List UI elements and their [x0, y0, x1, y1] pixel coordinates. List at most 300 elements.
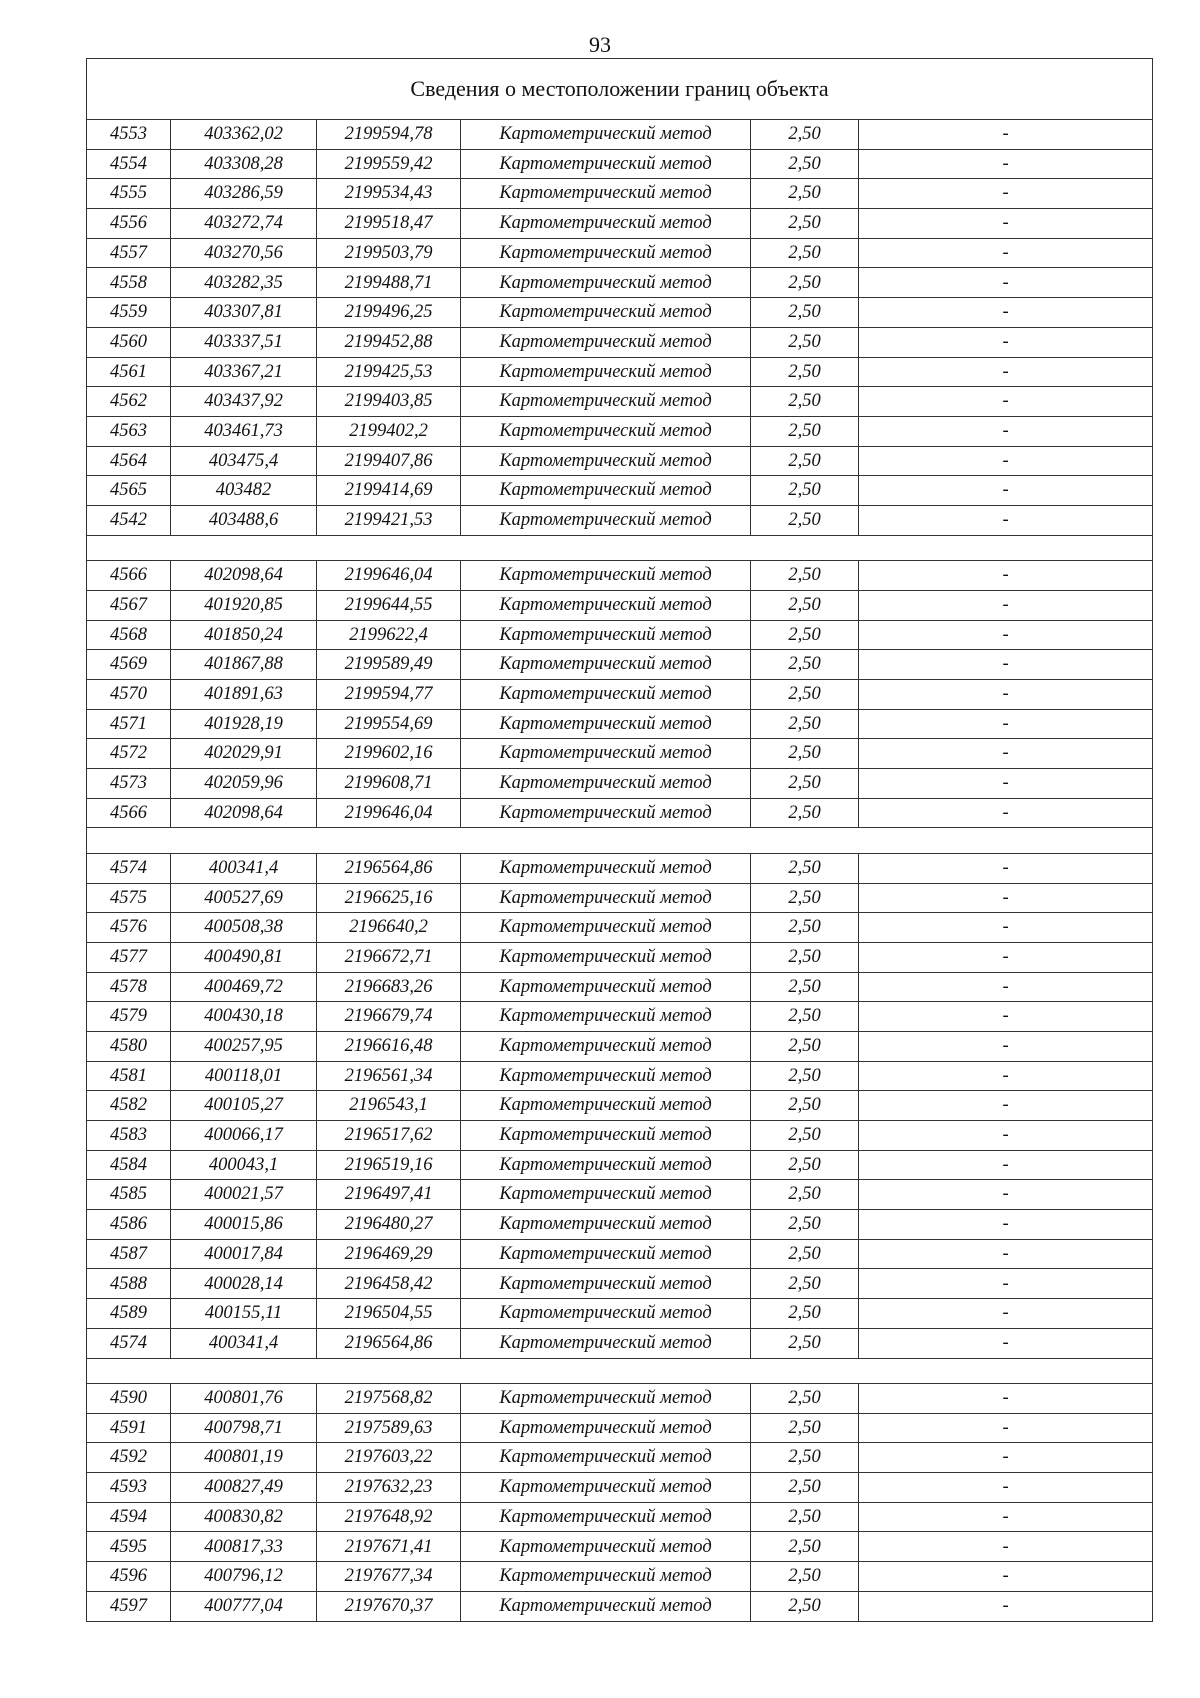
table-row — [87, 149, 1153, 179]
x-coordinate-cell: 403475,4 — [171, 446, 317, 476]
y-coordinate-cell: 2197670,37 — [317, 1591, 461, 1621]
method-cell: Картометрический метод — [461, 709, 751, 739]
method-cell: Картометрический метод — [461, 768, 751, 798]
y-coordinate-cell: 2199554,69 — [317, 709, 461, 739]
description-cell: - — [859, 179, 1153, 209]
description-cell: - — [859, 1002, 1153, 1032]
description-cell: - — [859, 853, 1153, 883]
y-coordinate-cell: 2196480,27 — [317, 1210, 461, 1240]
y-coordinate-cell: 2197648,92 — [317, 1502, 461, 1532]
point-number-cell: 4574 — [87, 1328, 171, 1358]
group-separator-row — [87, 828, 1153, 854]
point-number-cell: 4553 — [87, 120, 171, 150]
method-cell: Картометрический метод — [461, 679, 751, 709]
description-cell: - — [859, 1031, 1153, 1061]
x-coordinate-cell: 403272,74 — [171, 209, 317, 239]
x-coordinate-cell: 403270,56 — [171, 238, 317, 268]
y-coordinate-cell: 2196683,26 — [317, 972, 461, 1002]
description-cell: - — [859, 149, 1153, 179]
x-coordinate-cell: 400028,14 — [171, 1269, 317, 1299]
method-cell: Картометрический метод — [461, 561, 751, 591]
point-number-cell: 4574 — [87, 853, 171, 883]
description-cell: - — [859, 709, 1153, 739]
table-row — [87, 476, 1153, 506]
y-coordinate-cell: 2199414,69 — [317, 476, 461, 506]
y-coordinate-cell: 2196504,55 — [317, 1299, 461, 1329]
accuracy-cell: 2,50 — [751, 268, 859, 298]
y-coordinate-cell: 2196517,62 — [317, 1121, 461, 1151]
x-coordinate-cell: 400508,38 — [171, 913, 317, 943]
table-row — [87, 505, 1153, 535]
method-cell: Картометрический метод — [461, 446, 751, 476]
y-coordinate-cell: 2196561,34 — [317, 1061, 461, 1091]
accuracy-cell: 2,50 — [751, 768, 859, 798]
method-cell: Картометрический метод — [461, 179, 751, 209]
y-coordinate-cell: 2196519,16 — [317, 1150, 461, 1180]
accuracy-cell: 2,50 — [751, 298, 859, 328]
y-coordinate-cell: 2199589,49 — [317, 650, 461, 680]
method-cell: Картометрический метод — [461, 476, 751, 506]
description-cell: - — [859, 446, 1153, 476]
point-number-cell: 4572 — [87, 739, 171, 769]
y-coordinate-cell: 2197677,34 — [317, 1562, 461, 1592]
table-row — [87, 1299, 1153, 1329]
description-cell: - — [859, 650, 1153, 680]
table-row — [87, 1562, 1153, 1592]
y-coordinate-cell: 2196458,42 — [317, 1269, 461, 1299]
point-number-cell: 4569 — [87, 650, 171, 680]
table-row — [87, 679, 1153, 709]
accuracy-cell: 2,50 — [751, 679, 859, 709]
method-cell: Картометрический метод — [461, 798, 751, 828]
method-cell: Картометрический метод — [461, 1269, 751, 1299]
point-number-cell: 4588 — [87, 1269, 171, 1299]
point-number-cell: 4592 — [87, 1443, 171, 1473]
y-coordinate-cell: 2199622,4 — [317, 620, 461, 650]
description-cell: - — [859, 1210, 1153, 1240]
method-cell: Картометрический метод — [461, 1413, 751, 1443]
y-coordinate-cell: 2199602,16 — [317, 739, 461, 769]
description-cell: - — [859, 972, 1153, 1002]
description-cell: - — [859, 590, 1153, 620]
table-row — [87, 1031, 1153, 1061]
description-cell: - — [859, 1328, 1153, 1358]
accuracy-cell: 2,50 — [751, 1210, 859, 1240]
accuracy-cell: 2,50 — [751, 1269, 859, 1299]
point-number-cell: 4587 — [87, 1239, 171, 1269]
x-coordinate-cell: 400341,4 — [171, 1328, 317, 1358]
accuracy-cell: 2,50 — [751, 883, 859, 913]
x-coordinate-cell: 400830,82 — [171, 1502, 317, 1532]
method-cell: Картометрический метод — [461, 1239, 751, 1269]
accuracy-cell: 2,50 — [751, 709, 859, 739]
accuracy-cell: 2,50 — [751, 179, 859, 209]
group-separator-cell — [87, 535, 1153, 561]
accuracy-cell: 2,50 — [751, 1239, 859, 1269]
x-coordinate-cell: 403286,59 — [171, 179, 317, 209]
description-cell: - — [859, 1413, 1153, 1443]
x-coordinate-cell: 403308,28 — [171, 149, 317, 179]
accuracy-cell: 2,50 — [751, 1299, 859, 1329]
method-cell: Картометрический метод — [461, 1502, 751, 1532]
y-coordinate-cell: 2196672,71 — [317, 942, 461, 972]
description-cell: - — [859, 1121, 1153, 1151]
y-coordinate-cell: 2199407,86 — [317, 446, 461, 476]
point-number-cell: 4595 — [87, 1532, 171, 1562]
x-coordinate-cell: 403337,51 — [171, 327, 317, 357]
accuracy-cell: 2,50 — [751, 1413, 859, 1443]
method-cell: Картометрический метод — [461, 1328, 751, 1358]
table-row — [87, 1473, 1153, 1503]
accuracy-cell: 2,50 — [751, 1031, 859, 1061]
description-cell: - — [859, 942, 1153, 972]
table-row — [87, 913, 1153, 943]
x-coordinate-cell: 400827,49 — [171, 1473, 317, 1503]
point-number-cell: 4593 — [87, 1473, 171, 1503]
accuracy-cell: 2,50 — [751, 120, 859, 150]
y-coordinate-cell: 2196616,48 — [317, 1031, 461, 1061]
table-row — [87, 416, 1153, 446]
table-row — [87, 1591, 1153, 1621]
point-number-cell: 4586 — [87, 1210, 171, 1240]
description-cell: - — [859, 620, 1153, 650]
point-number-cell: 4566 — [87, 561, 171, 591]
description-cell: - — [859, 1502, 1153, 1532]
method-cell: Картометрический метод — [461, 357, 751, 387]
table-title: Сведения о местоположении границ объекта — [87, 59, 1153, 120]
x-coordinate-cell: 400017,84 — [171, 1239, 317, 1269]
accuracy-cell: 2,50 — [751, 1562, 859, 1592]
x-coordinate-cell: 400043,1 — [171, 1150, 317, 1180]
y-coordinate-cell: 2196625,16 — [317, 883, 461, 913]
table-row — [87, 1121, 1153, 1151]
x-coordinate-cell: 400021,57 — [171, 1180, 317, 1210]
group-separator-cell — [87, 1358, 1153, 1384]
y-coordinate-cell: 2196497,41 — [317, 1180, 461, 1210]
point-number-cell: 4557 — [87, 238, 171, 268]
table-row — [87, 650, 1153, 680]
description-cell: - — [859, 739, 1153, 769]
point-number-cell: 4564 — [87, 446, 171, 476]
table-row — [87, 120, 1153, 150]
x-coordinate-cell: 401928,19 — [171, 709, 317, 739]
method-cell: Картометрический метод — [461, 1031, 751, 1061]
method-cell: Картометрический метод — [461, 1210, 751, 1240]
method-cell: Картометрический метод — [461, 1443, 751, 1473]
y-coordinate-cell: 2197589,63 — [317, 1413, 461, 1443]
accuracy-cell: 2,50 — [751, 853, 859, 883]
point-number-cell: 4555 — [87, 179, 171, 209]
point-number-cell: 4568 — [87, 620, 171, 650]
y-coordinate-cell: 2199594,77 — [317, 679, 461, 709]
description-cell: - — [859, 1091, 1153, 1121]
point-number-cell: 4582 — [87, 1091, 171, 1121]
y-coordinate-cell: 2199518,47 — [317, 209, 461, 239]
table-row — [87, 1002, 1153, 1032]
x-coordinate-cell: 400015,86 — [171, 1210, 317, 1240]
point-number-cell: 4591 — [87, 1413, 171, 1443]
accuracy-cell: 2,50 — [751, 387, 859, 417]
table-row — [87, 1384, 1153, 1414]
accuracy-cell: 2,50 — [751, 972, 859, 1002]
point-number-cell: 4560 — [87, 327, 171, 357]
accuracy-cell: 2,50 — [751, 1443, 859, 1473]
description-cell: - — [859, 561, 1153, 591]
table-row — [87, 357, 1153, 387]
table-row — [87, 739, 1153, 769]
table-row — [87, 1502, 1153, 1532]
table-row — [87, 387, 1153, 417]
point-number-cell: 4556 — [87, 209, 171, 239]
x-coordinate-cell: 403482 — [171, 476, 317, 506]
accuracy-cell: 2,50 — [751, 798, 859, 828]
description-cell: - — [859, 679, 1153, 709]
method-cell: Картометрический метод — [461, 883, 751, 913]
x-coordinate-cell: 400527,69 — [171, 883, 317, 913]
y-coordinate-cell: 2196640,2 — [317, 913, 461, 943]
description-cell: - — [859, 1299, 1153, 1329]
method-cell: Картометрический метод — [461, 972, 751, 1002]
method-cell: Картометрический метод — [461, 298, 751, 328]
table-row — [87, 883, 1153, 913]
x-coordinate-cell: 400118,01 — [171, 1061, 317, 1091]
x-coordinate-cell: 403367,21 — [171, 357, 317, 387]
boundary-coordinates-table — [86, 58, 1153, 1622]
description-cell: - — [859, 1269, 1153, 1299]
page-number: 93 — [589, 32, 611, 57]
accuracy-cell: 2,50 — [751, 1502, 859, 1532]
y-coordinate-cell: 2196543,1 — [317, 1091, 461, 1121]
accuracy-cell: 2,50 — [751, 1091, 859, 1121]
method-cell: Картометрический метод — [461, 1384, 751, 1414]
accuracy-cell: 2,50 — [751, 446, 859, 476]
point-number-cell: 4563 — [87, 416, 171, 446]
accuracy-cell: 2,50 — [751, 590, 859, 620]
table-title-row — [87, 59, 1153, 120]
method-cell: Картометрический метод — [461, 1473, 751, 1503]
x-coordinate-cell: 400801,76 — [171, 1384, 317, 1414]
description-cell: - — [859, 1239, 1153, 1269]
table-row — [87, 1061, 1153, 1091]
point-number-cell: 4576 — [87, 913, 171, 943]
point-number-cell: 4578 — [87, 972, 171, 1002]
description-cell: - — [859, 883, 1153, 913]
description-cell: - — [859, 913, 1153, 943]
table-row — [87, 1328, 1153, 1358]
description-cell: - — [859, 1473, 1153, 1503]
accuracy-cell: 2,50 — [751, 357, 859, 387]
table-row — [87, 1210, 1153, 1240]
accuracy-cell: 2,50 — [751, 149, 859, 179]
table-row — [87, 327, 1153, 357]
table-row — [87, 209, 1153, 239]
y-coordinate-cell: 2196469,29 — [317, 1239, 461, 1269]
point-number-cell: 4585 — [87, 1180, 171, 1210]
point-number-cell: 4562 — [87, 387, 171, 417]
description-cell: - — [859, 357, 1153, 387]
y-coordinate-cell: 2196564,86 — [317, 1328, 461, 1358]
table-row — [87, 620, 1153, 650]
x-coordinate-cell: 400796,12 — [171, 1562, 317, 1592]
method-cell: Картометрический метод — [461, 209, 751, 239]
x-coordinate-cell: 402098,64 — [171, 798, 317, 828]
method-cell: Картометрический метод — [461, 739, 751, 769]
method-cell: Картометрический метод — [461, 505, 751, 535]
description-cell: - — [859, 1532, 1153, 1562]
point-number-cell: 4589 — [87, 1299, 171, 1329]
point-number-cell: 4554 — [87, 149, 171, 179]
description-cell: - — [859, 768, 1153, 798]
accuracy-cell: 2,50 — [751, 1473, 859, 1503]
table-row — [87, 853, 1153, 883]
accuracy-cell: 2,50 — [751, 238, 859, 268]
description-cell: - — [859, 1591, 1153, 1621]
method-cell: Картометрический метод — [461, 1061, 751, 1091]
method-cell: Картометрический метод — [461, 913, 751, 943]
point-number-cell: 4570 — [87, 679, 171, 709]
accuracy-cell: 2,50 — [751, 1591, 859, 1621]
y-coordinate-cell: 2199644,55 — [317, 590, 461, 620]
y-coordinate-cell: 2199425,53 — [317, 357, 461, 387]
y-coordinate-cell: 2196679,74 — [317, 1002, 461, 1032]
method-cell: Картометрический метод — [461, 650, 751, 680]
method-cell: Картометрический метод — [461, 1150, 751, 1180]
y-coordinate-cell: 2196564,86 — [317, 853, 461, 883]
x-coordinate-cell: 400155,11 — [171, 1299, 317, 1329]
method-cell: Картометрический метод — [461, 1591, 751, 1621]
x-coordinate-cell: 401867,88 — [171, 650, 317, 680]
accuracy-cell: 2,50 — [751, 942, 859, 972]
x-coordinate-cell: 401920,85 — [171, 590, 317, 620]
x-coordinate-cell: 400066,17 — [171, 1121, 317, 1151]
description-cell: - — [859, 416, 1153, 446]
method-cell: Картометрический метод — [461, 1562, 751, 1592]
table-row — [87, 179, 1153, 209]
point-number-cell: 4594 — [87, 1502, 171, 1532]
accuracy-cell: 2,50 — [751, 739, 859, 769]
accuracy-cell: 2,50 — [751, 650, 859, 680]
table-row — [87, 1413, 1153, 1443]
y-coordinate-cell: 2199403,85 — [317, 387, 461, 417]
method-cell: Картометрический метод — [461, 1532, 751, 1562]
description-cell: - — [859, 1061, 1153, 1091]
table-row — [87, 561, 1153, 591]
method-cell: Картометрический метод — [461, 590, 751, 620]
description-cell: - — [859, 387, 1153, 417]
table-row — [87, 942, 1153, 972]
accuracy-cell: 2,50 — [751, 505, 859, 535]
table-row — [87, 1532, 1153, 1562]
table-row — [87, 268, 1153, 298]
y-coordinate-cell: 2197568,82 — [317, 1384, 461, 1414]
point-number-cell: 4573 — [87, 768, 171, 798]
y-coordinate-cell: 2199646,04 — [317, 561, 461, 591]
y-coordinate-cell: 2199646,04 — [317, 798, 461, 828]
y-coordinate-cell: 2197632,23 — [317, 1473, 461, 1503]
y-coordinate-cell: 2197603,22 — [317, 1443, 461, 1473]
point-number-cell: 4580 — [87, 1031, 171, 1061]
y-coordinate-cell: 2199452,88 — [317, 327, 461, 357]
x-coordinate-cell: 403362,02 — [171, 120, 317, 150]
y-coordinate-cell: 2199559,42 — [317, 149, 461, 179]
x-coordinate-cell: 400490,81 — [171, 942, 317, 972]
point-number-cell: 4559 — [87, 298, 171, 328]
group-separator-row — [87, 535, 1153, 561]
point-number-cell: 4575 — [87, 883, 171, 913]
description-cell: - — [859, 1562, 1153, 1592]
method-cell: Картометрический метод — [461, 1002, 751, 1032]
x-coordinate-cell: 400777,04 — [171, 1591, 317, 1621]
y-coordinate-cell: 2199503,79 — [317, 238, 461, 268]
method-cell: Картометрический метод — [461, 1121, 751, 1151]
accuracy-cell: 2,50 — [751, 209, 859, 239]
y-coordinate-cell: 2197671,41 — [317, 1532, 461, 1562]
y-coordinate-cell: 2199488,71 — [317, 268, 461, 298]
method-cell: Картометрический метод — [461, 620, 751, 650]
x-coordinate-cell: 402098,64 — [171, 561, 317, 591]
accuracy-cell: 2,50 — [751, 416, 859, 446]
y-coordinate-cell: 2199402,2 — [317, 416, 461, 446]
table-row — [87, 446, 1153, 476]
x-coordinate-cell: 400469,72 — [171, 972, 317, 1002]
method-cell: Картометрический метод — [461, 416, 751, 446]
point-number-cell: 4579 — [87, 1002, 171, 1032]
point-number-cell: 4577 — [87, 942, 171, 972]
description-cell: - — [859, 1150, 1153, 1180]
table-row — [87, 298, 1153, 328]
table-row — [87, 768, 1153, 798]
y-coordinate-cell: 2199594,78 — [317, 120, 461, 150]
accuracy-cell: 2,50 — [751, 1002, 859, 1032]
description-cell: - — [859, 268, 1153, 298]
point-number-cell: 4567 — [87, 590, 171, 620]
description-cell: - — [859, 327, 1153, 357]
point-number-cell: 4596 — [87, 1562, 171, 1592]
point-number-cell: 4597 — [87, 1591, 171, 1621]
accuracy-cell: 2,50 — [751, 1532, 859, 1562]
description-cell: - — [859, 1384, 1153, 1414]
description-cell: - — [859, 120, 1153, 150]
y-coordinate-cell: 2199608,71 — [317, 768, 461, 798]
table-row — [87, 238, 1153, 268]
table-row — [87, 972, 1153, 1002]
group-separator-row — [87, 1358, 1153, 1384]
method-cell: Картометрический метод — [461, 327, 751, 357]
table-row — [87, 1239, 1153, 1269]
table-row — [87, 1443, 1153, 1473]
method-cell: Картометрический метод — [461, 853, 751, 883]
x-coordinate-cell: 400341,4 — [171, 853, 317, 883]
accuracy-cell: 2,50 — [751, 913, 859, 943]
point-number-cell: 4583 — [87, 1121, 171, 1151]
accuracy-cell: 2,50 — [751, 476, 859, 506]
accuracy-cell: 2,50 — [751, 1328, 859, 1358]
point-number-cell: 4584 — [87, 1150, 171, 1180]
x-coordinate-cell: 400105,27 — [171, 1091, 317, 1121]
accuracy-cell: 2,50 — [751, 620, 859, 650]
x-coordinate-cell: 400798,71 — [171, 1413, 317, 1443]
point-number-cell: 4571 — [87, 709, 171, 739]
method-cell: Картометрический метод — [461, 1180, 751, 1210]
point-number-cell: 4542 — [87, 505, 171, 535]
group-separator-cell — [87, 828, 1153, 854]
table-row — [87, 1091, 1153, 1121]
point-number-cell: 4561 — [87, 357, 171, 387]
description-cell: - — [859, 798, 1153, 828]
table-row — [87, 798, 1153, 828]
description-cell: - — [859, 1180, 1153, 1210]
description-cell: - — [859, 238, 1153, 268]
